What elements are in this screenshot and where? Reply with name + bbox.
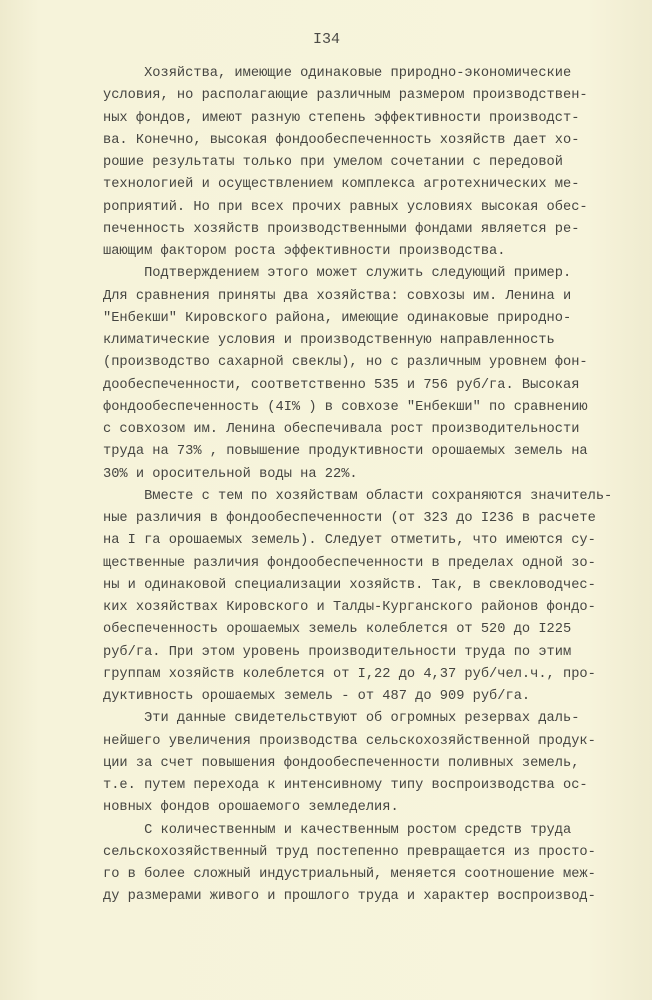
text-line: на I га орошаемых земель). Следует отметить, что имеются су- <box>103 533 596 549</box>
text-line: Эти данные свидетельствуют об огромных резервах даль- <box>103 711 580 727</box>
text-line: ких хозяйствах Кировского и Талды-Курганского районов фондо- <box>103 600 596 615</box>
text-line: т.е. путем перехода к интенсивному типу воспроизводства ос- <box>103 778 588 793</box>
text-line: дуктивность орошаемых земель - от 487 до 909 руб/га. <box>103 689 531 704</box>
text-line: группам хозяйств колеблется от I,22 до 4,37 руб/чел.ч., про- <box>103 666 596 682</box>
text-line: Подтверждением этого может служить следующий пример. <box>103 266 572 282</box>
text-line: роприятий. Но при всех прочих равных условиях высокая обес- <box>103 199 588 215</box>
text-line: 30% и оросительной воды на 22%. <box>103 466 358 482</box>
text-line: "Енбекши" Кировского района, имеющие одинаковые природно- <box>103 310 572 326</box>
text-line: технологией и осуществлением комплекса агротехнических ме- <box>103 177 580 193</box>
text-line: дообеспеченности, соответственно 535 и 756 руб/га. Высокая <box>103 377 580 393</box>
text-line: Хозяйства, имеющие одинаковые природно-экономические <box>103 66 572 81</box>
text-line: условия, но располагающие различным размером производствен- <box>103 88 588 104</box>
text-line: рошие результаты только при умелом сочетании с передовой <box>103 155 563 170</box>
text-line: С количественным и качественным ростом средств труда <box>103 822 572 838</box>
text-line: Для сравнения приняты два хозяйства: совхозы им. Ленина и <box>103 288 572 304</box>
text-line: ны и одинаковой специализации хозяйств. Так, в свекловодчес- <box>103 577 596 593</box>
page-number: I34 <box>313 31 341 48</box>
text-line: ду размерами живого и прошлого труда и характер воспроизвод- <box>103 889 596 905</box>
text-line: ные различия в фондообеспеченности (от 323 до I236 в расчете <box>103 511 596 526</box>
text-line: ва. Конечно, высокая фондообеспеченность хозяйств дает хо- <box>103 132 580 148</box>
text-line: ции за счет повышения фондообеспеченности поливных земель, <box>103 755 580 771</box>
text-line: труда на 73% , повышение продуктивности орошаемых земель на <box>103 444 588 460</box>
document-body <box>103 63 612 909</box>
text-line: го в более сложный индустриальный, меняется соотношение меж- <box>103 867 596 882</box>
text-line: ных фондов, имеют разную степень эффективности производст- <box>103 110 580 126</box>
text-line: новных фондов орошаемого земледелия. <box>103 800 399 816</box>
text-line: печенность хозяйств производственными фондами является ре- <box>103 221 580 237</box>
text-line: обеспеченность орошаемых земель колеблется от 520 до I225 <box>103 622 572 638</box>
text-line: сельскохозяйственный труд постепенно превращается из просто- <box>103 844 596 860</box>
text-line: с совхозом им. Ленина обеспечивала рост производительности <box>103 422 580 437</box>
text-line: (производство сахарной свеклы), но с различным уровнем фон- <box>103 355 588 371</box>
text-line: фондообеспеченность (4I% ) в совхозе "Енбекши" по сравнению <box>103 399 588 415</box>
text-line: Вместе с тем по хозяйствам области сохраняются значитель- <box>103 488 613 504</box>
text-line: щественные различия фондообеспеченности в пределах одной зо- <box>103 555 596 571</box>
text-line: нейшего увеличения производства сельскохозяйственной продук- <box>103 733 596 749</box>
text-line: шающим фактором роста эффективности производства. <box>103 244 506 259</box>
text-line: руб/га. При этом уровень производительности труда по этим <box>103 644 572 660</box>
text-line: климатические условия и производственную направленность <box>103 333 555 348</box>
